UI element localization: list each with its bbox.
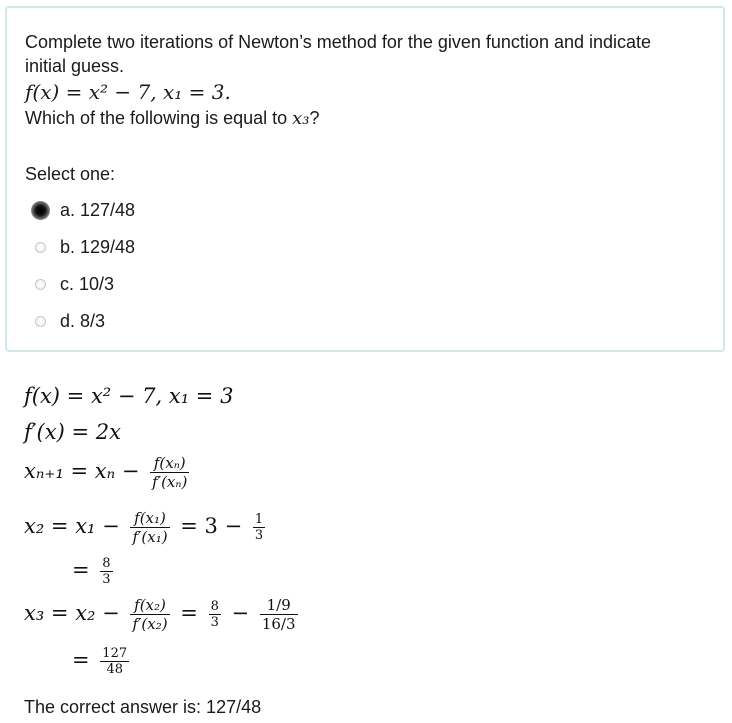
x3-denominator: f′(x₂): [132, 615, 168, 633]
x3-computation: [24, 596, 302, 633]
question-line-1: Complete two iterations of Newton’s method for the given function and indicate: [25, 32, 652, 52]
prompt-suffix: ?: [309, 108, 320, 128]
question-line-2: initial guess.: [25, 56, 125, 76]
x2-fraction: [130, 509, 169, 546]
x2-result-fraction: [100, 556, 112, 587]
x2-mid: = 3 −: [180, 514, 243, 538]
radio-icon[interactable]: [35, 316, 46, 327]
answer-options: [31, 192, 135, 340]
x3-frac2-den: 16/3: [261, 615, 296, 633]
solution-function: f(x) = x² − 7, x₁ = 3: [24, 384, 234, 408]
x3-ratio-fraction: [260, 596, 298, 633]
x2-one-third-den: 3: [254, 528, 264, 543]
x3-result-den: 48: [106, 662, 123, 677]
x3-result-eq: =: [72, 648, 90, 672]
prompt-prefix: Which of the following is equal to: [25, 108, 293, 128]
option-c-label[interactable]: c. 10/3: [60, 274, 115, 294]
x2-numerator: f(x₁): [134, 509, 166, 527]
x2-result-num: 8: [102, 556, 111, 571]
x3-result-num: 127: [102, 646, 128, 661]
x3-eight-thirds: [209, 599, 221, 630]
correct-answer-text: The correct answer is: 127/48: [24, 697, 262, 717]
x3-minus: −: [231, 601, 250, 625]
newton-fraction: [150, 454, 189, 491]
option-a[interactable]: [31, 192, 135, 229]
x3-numerator: f(x₂): [134, 596, 166, 614]
prompt-variable: x₃: [292, 108, 310, 129]
x2-denominator: f′(x₁): [132, 528, 168, 546]
x2-one-third: [253, 512, 265, 543]
question-prompt: [25, 106, 715, 131]
newton-formula: [24, 454, 193, 491]
question-card: [5, 6, 725, 352]
newton-denominator: f′(xₙ): [152, 473, 188, 491]
question-text: [25, 30, 715, 131]
radio-icon[interactable]: [35, 242, 46, 253]
x3-lhs: x₃ = x₂ −: [24, 601, 120, 625]
x3-frac2-num: 1/9: [266, 596, 291, 614]
x3-fraction: [130, 596, 169, 633]
x3-eq: =: [180, 601, 198, 625]
x3-frac1-num: 8: [210, 599, 219, 614]
option-a-label[interactable]: a. 127/48: [60, 200, 136, 220]
option-b-label[interactable]: b. 129/48: [60, 237, 136, 257]
x2-computation: [24, 509, 269, 546]
option-d[interactable]: [31, 303, 135, 340]
x3-result-fraction: [100, 646, 129, 677]
option-d-label[interactable]: d. 8/3: [60, 311, 106, 331]
newton-numerator: f(xₙ): [153, 454, 186, 472]
x2-result: [72, 556, 117, 587]
x2-one-third-num: 1: [254, 512, 264, 527]
question-formula: f(x) = x² − 7, x₁ = 3.: [25, 80, 231, 104]
select-one-label: Select one:: [25, 164, 116, 184]
newton-lhs: xₙ₊₁ = xₙ −: [24, 459, 140, 483]
x2-result-den: 3: [102, 572, 111, 587]
option-c[interactable]: [31, 266, 135, 303]
x3-result: [72, 646, 133, 677]
x2-lhs: x₂ = x₁ −: [24, 514, 120, 538]
solution-derivative: f′(x) = 2x: [24, 420, 121, 444]
radio-icon[interactable]: [35, 279, 46, 290]
radio-selected-icon[interactable]: [31, 201, 50, 220]
x2-result-eq: =: [72, 558, 90, 582]
x3-frac1-den: 3: [210, 615, 219, 630]
option-b[interactable]: [31, 229, 135, 266]
